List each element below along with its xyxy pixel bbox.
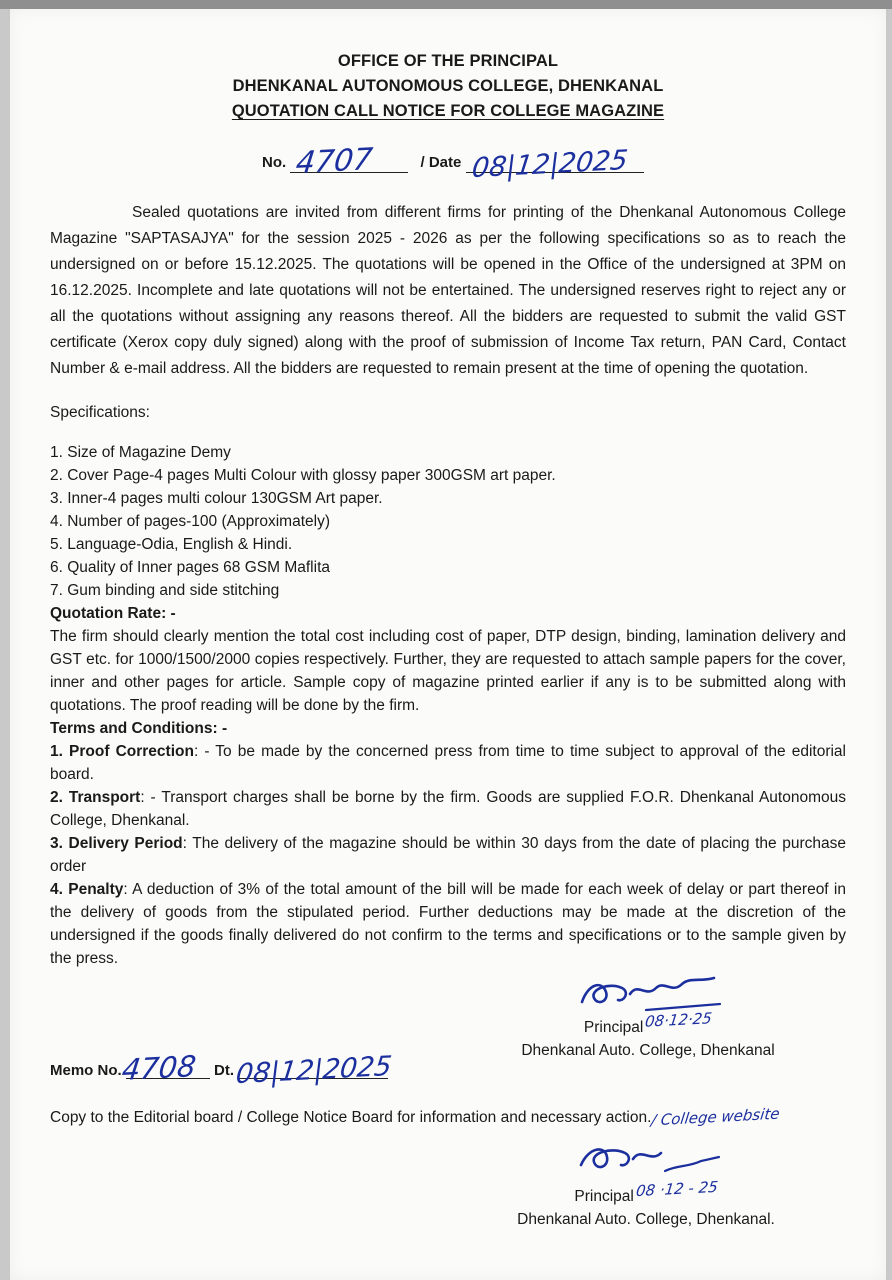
memo-no-handwritten: 4708: [119, 1048, 198, 1088]
term-item: [50, 740, 846, 786]
term-text: : - Transport charges shall be borne by the firm. Goods are supplied F.O.R. Dhenkanal Autonomous College, Dhenkanal.: [50, 789, 846, 829]
document-header: [50, 49, 846, 124]
term-label: 1. Proof Correction: [50, 743, 194, 760]
terms-list: [50, 740, 846, 970]
signature-block-bottom: [476, 1141, 816, 1231]
memo-no-blank: [119, 1044, 210, 1088]
signature-memo-region: [50, 970, 846, 1091]
office-title: OFFICE OF THE PRINCIPAL: [337, 52, 559, 70]
principal-title: Principal: [574, 1188, 634, 1205]
intro-paragraph: Sealed quotations are invited from different firms for printing of the Dhenkanal Autonomous College Magazine "SAPTASAJYA" for the session 2025 - 2026 as per the following specifications so as to reach the undersigned on or before 15.12.2025. The quotations will be opened in the Office of the undersigned at 3PM on 16.12.2025. Incomplete and late quotations will not be entertained. The undersigned reserves right to reject any or all the quotations without assigning any reasons thereof. All the bidders are requested to submit the valid GST certificate (Xerox copy duly signed) along with the proof of submission of Income Tax return, PAN Card, Contact Number & e-mail address. All the bidders are requested to remain present at the time of opening the quotation.: [50, 204, 846, 377]
no-handwritten-value: 4707: [294, 141, 375, 182]
quotation-rate-paragraph: The firm should clearly mention the total cost including cost of paper, DTP design, binding, lamination delivery and GST etc. for 1000/1500/2000 copies respectively. Further, they are requested to attach sample papers for the cover, inner and other pages for article. Sample copy of magazine printed earlier if any is to be submitted along with quotations. The proof reading will be done by the firm.: [50, 628, 846, 714]
copy-printed-text: Copy to the Editorial board / College Notice Board for information and necessary action.: [50, 1109, 652, 1126]
spec-item: 2. Cover Page-4 pages Multi Colour with glossy paper 300GSM art paper.: [50, 467, 556, 484]
memo-dt-label: Dt.: [214, 1062, 235, 1079]
term-label: 3. Delivery Period: [50, 835, 183, 852]
term-label: 4. Penalty: [50, 881, 124, 898]
term-text: : The delivery of the magazine should be within 30 days from the date of placing the purchase order: [50, 835, 846, 875]
copy-handwritten-addition: / College website: [650, 1104, 782, 1130]
signature-block-top: [478, 974, 818, 1062]
copy-line: [50, 1104, 846, 1130]
spec-item: 1. Size of Magazine Demy: [50, 444, 231, 461]
date-blank: [466, 138, 644, 185]
memo-dt-handwritten: 08|12|2025: [234, 1050, 394, 1091]
principal-title: Principal: [583, 1019, 644, 1036]
bottom-signature-region: [50, 1127, 846, 1257]
signature-title-row: [476, 1177, 816, 1208]
term-text: : A deduction of 3% of the total amount of the bill will be made for each week of delay or part thereof in the delivery of goods from the stipulated period. Further deductions may be made at the discretion of the undersigned if the goods finally delivered do not confirm to the terms and specifications or to the sample given by the press.: [50, 881, 846, 967]
college-name: DHENKANAL AUTONOMOUS COLLEGE, DHENKANAL: [232, 77, 664, 95]
signature-hand-date: 08 ·12 - 25: [634, 1177, 719, 1201]
date-label: / Date: [420, 154, 462, 171]
quotation-rate-heading: Quotation Rate: -: [50, 605, 176, 622]
signature-hand-date: 08·12·25: [644, 1009, 714, 1031]
no-label: No.: [262, 154, 287, 171]
spec-item: 3. Inner-4 pages multi colour 130GSM Art paper.: [50, 490, 383, 507]
notice-title: QUOTATION CALL NOTICE FOR COLLEGE MAGAZINE: [231, 102, 665, 120]
memo-label: Memo No.: [50, 1062, 122, 1079]
date-handwritten-value: 08|12|2025: [469, 144, 629, 185]
memo-dt-blank: [234, 1044, 394, 1091]
spec-item: 6. Quality of Inner pages 68 GSM Maflita: [50, 559, 330, 576]
term-item: [50, 832, 846, 878]
signature-org: Dhenkanal Auto. College, Dhenkanal.: [517, 1211, 775, 1228]
memo-line: [50, 1044, 394, 1091]
spec-item: 4. Number of pages-100 (Approximately): [50, 513, 330, 530]
reference-line: [262, 138, 846, 184]
term-item: [50, 786, 846, 832]
document-page: [10, 9, 886, 1280]
specifications-list: [50, 441, 846, 602]
term-text: : - To be made by the concerned press from time to time subject to approval of the editorial board.: [50, 743, 846, 783]
specifications-heading: Specifications:: [50, 404, 150, 421]
spec-item: 7. Gum binding and side stitching: [50, 582, 280, 599]
signature-org: Dhenkanal Auto. College, Dhenkanal: [521, 1042, 775, 1059]
spec-item: 5. Language-Odia, English & Hindi.: [50, 536, 293, 553]
no-blank: [290, 138, 408, 182]
term-label: 2. Transport: [50, 789, 141, 806]
signature-title-row: [478, 1009, 818, 1039]
term-item: [50, 878, 846, 970]
terms-heading: Terms and Conditions: -: [50, 720, 228, 737]
scan-edge: [0, 0, 892, 9]
